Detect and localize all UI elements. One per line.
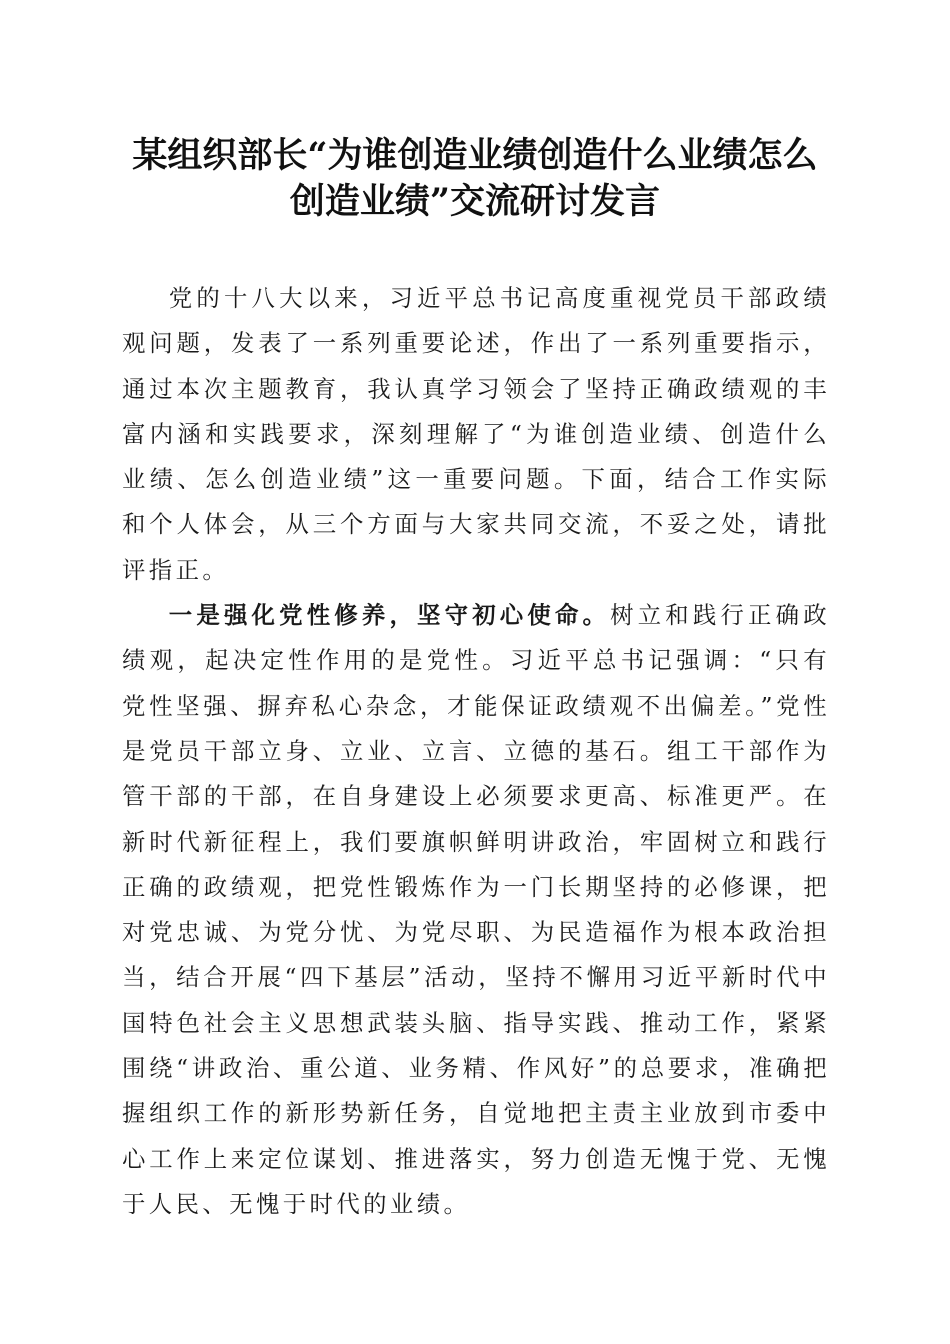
document-title	[100, 133, 850, 225]
paragraph-text: 党的十八大以来，习近平总书记高度重视党员干部政绩观问题，发表了一系列重要论述，作出了一系列重要指示，通过本次主题教育，我认真学习领会了坚持正确政绩观的丰富内涵和实践要求，深刻理解了“为谁创造业绩、创造什么业绩、怎么创造业绩”这一重要问题。下面，结合工作实际和个人体会，从三个方面与大家共同交流，不妥之处，请批评指正。	[122, 284, 830, 584]
paragraph-intro	[122, 276, 830, 593]
paragraph-point-one	[122, 593, 830, 1227]
paragraph-text: 树立和践行正确政绩观，起决定性作用的是党性。习近平总书记强调：“只有党性坚强、摒弃私心杂念，才能保证政绩观不出偏差。”党性是党员干部立身、立业、立言、立德的基石。组工干部作为管干部的干部，在自身建设上必须要求更高、标准更严。在新时代新征程上，我们要旗帜鲜明讲政治，牢固树立和践行正确的政绩观，把党性锻炼作为一门长期坚持的必修课，把对党忠诚、为党分忧、为党尽职、为民造福作为根本政治担当，结合开展“四下基层”活动，坚持不懈用习近平新时代中国特色社会主义思想武装头脑、指导实践、推动工作，紧紧围绕“讲政治、重公道、业务精、作风好”的总要求，准确把握组织工作的新形势新任务，自觉地把主责主业放到市委中心工作上来定位谋划、推进落实，努力创造无愧于党、无愧于人民、无愧于时代的业绩。	[122, 601, 830, 1218]
document-body	[122, 276, 830, 1227]
title-line-2: 创造业绩”交流研讨发言	[289, 181, 661, 222]
paragraph-lead: 一是强化党性修养，坚守初心使命。	[168, 601, 611, 630]
title-line-1: 某组织部长“为谁创造业绩创造什么业绩怎么	[132, 135, 818, 176]
